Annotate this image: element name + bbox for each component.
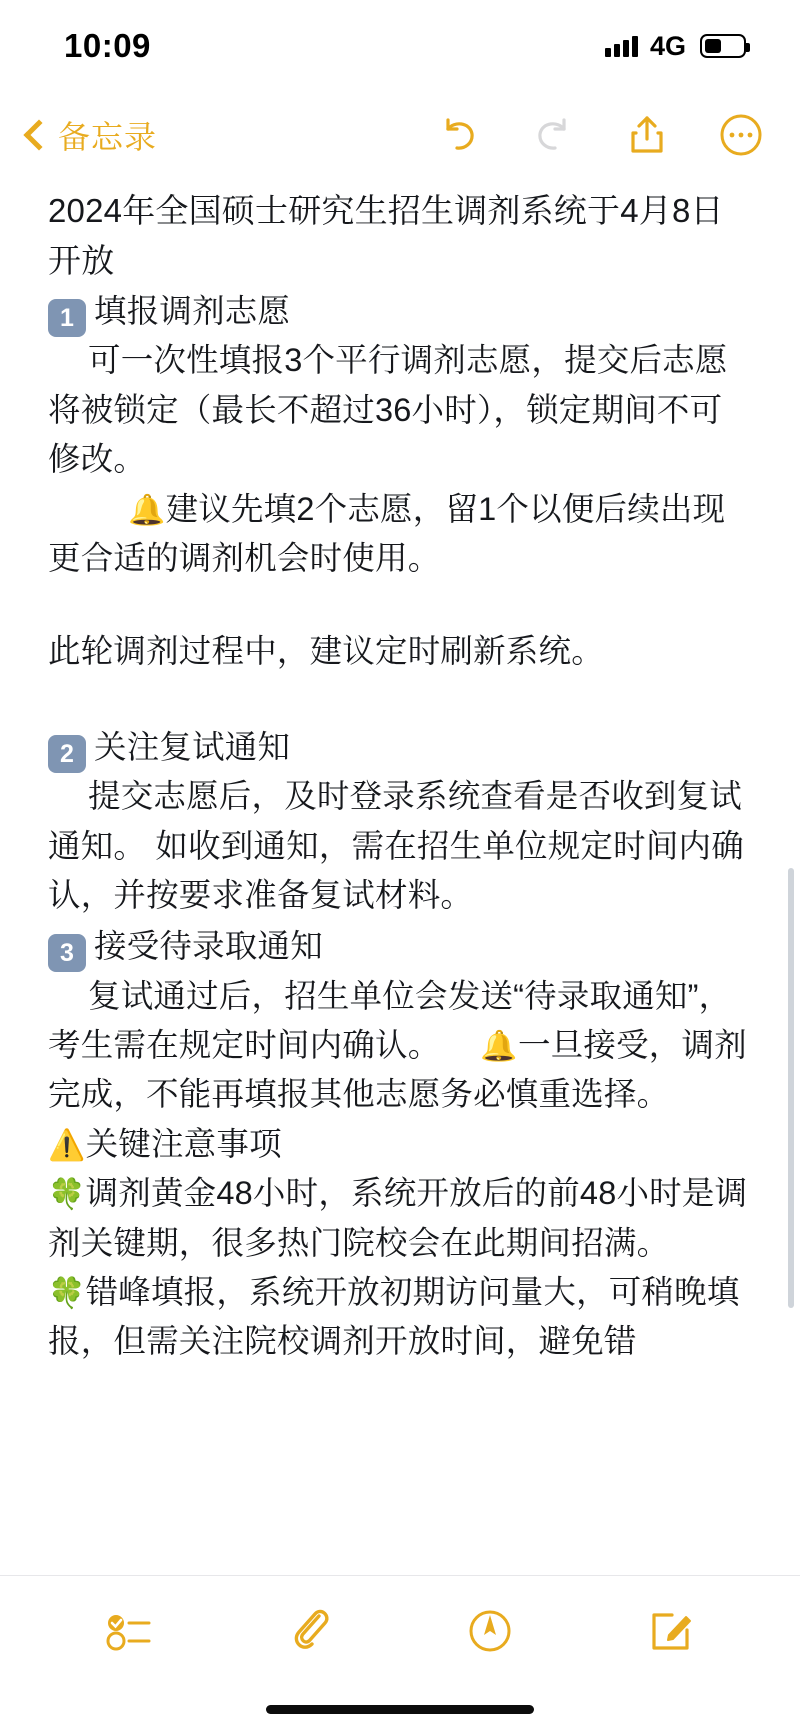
step-number-badge: 2 xyxy=(48,735,86,773)
status-indicators xyxy=(605,31,746,62)
note-step-1 xyxy=(48,287,752,336)
clover-icon: 🍀 xyxy=(48,1277,86,1311)
vertical-scrollbar[interactable] xyxy=(788,868,794,1308)
home-indicator xyxy=(0,1685,800,1733)
step-heading: 接受待录取通知 xyxy=(94,928,323,965)
note-paragraph-3-1-cont: 一旦接受，调剂完成，不能再填报其他志愿务必慎重选择。 xyxy=(48,1027,747,1113)
compose-icon[interactable] xyxy=(641,1602,699,1660)
network-type-label: 4G xyxy=(649,30,686,61)
note-tip-1 xyxy=(48,1169,752,1268)
nav-action-group xyxy=(436,112,764,158)
note-body[interactable] xyxy=(0,178,800,1575)
checklist-icon[interactable] xyxy=(101,1602,159,1660)
note-blank-line xyxy=(48,583,752,627)
status-time: 10:09 xyxy=(64,27,151,64)
markup-pen-icon[interactable] xyxy=(461,1602,519,1660)
status-bar xyxy=(0,0,800,92)
note-step-2 xyxy=(48,723,752,772)
note-title-text: 2024年全国硕士研究生招生调剂系统于4月8日开放 xyxy=(48,192,724,279)
note-tip-1-text: 调剂黄金48小时，系统开放后的前48小时是调剂关键期，很多热门院校会在此期间招满。 xyxy=(48,1175,748,1261)
step-heading: 关注复试通知 xyxy=(94,728,291,765)
warning-icon: ⚠️ xyxy=(48,1128,86,1162)
note-step-3 xyxy=(48,922,752,971)
signal-bars-icon xyxy=(605,35,638,57)
battery-icon xyxy=(700,34,746,58)
paperclip-icon[interactable] xyxy=(281,1602,339,1660)
step-heading: 填报调剂志愿 xyxy=(94,293,291,329)
step-number-badge: 3 xyxy=(48,934,86,972)
step-number-badge: 1 xyxy=(48,299,86,337)
note-tip-2 xyxy=(48,1268,752,1367)
navigation-bar xyxy=(0,92,800,178)
clover-icon: 🍀 xyxy=(48,1178,86,1212)
chevron-left-icon xyxy=(23,119,54,150)
bell-icon: 🔔 xyxy=(128,493,166,527)
note-warning-line xyxy=(48,1120,752,1169)
note-paragraph-1-2 xyxy=(48,485,752,584)
note-paragraph-3-1 xyxy=(48,972,752,1120)
note-tip-2-text: 错峰填报，系统开放初期访问量大，可稍晚填报，但需关注院校调剂开放时间，避免错 xyxy=(48,1274,740,1360)
note-toolbar xyxy=(0,1575,800,1685)
back-button-label: 备忘录 xyxy=(58,119,158,155)
share-icon[interactable] xyxy=(624,112,670,158)
undo-icon[interactable] xyxy=(436,112,482,158)
more-ellipsis-icon[interactable] xyxy=(718,112,764,158)
back-button[interactable] xyxy=(22,112,157,158)
note-paragraph-3-1-text: 复试通过后，招生单位会发送“待录取通知”，考生需在规定时间内确认。 xyxy=(48,977,732,1064)
note-paragraph-2-1: 提交志愿后，及时登录系统查看是否收到复试通知。 如收到通知，需在招生单位规定时间内确认，并按要求准备复试材料。 xyxy=(48,778,744,913)
bell-icon: 🔔 xyxy=(480,1030,518,1064)
note-paragraph-1-3: 此轮调剂过程中，建议定时刷新系统。 xyxy=(48,633,604,670)
note-warning-heading: 关键注意事项 xyxy=(85,1125,282,1162)
note-blank-line-2 xyxy=(48,677,752,721)
note-paragraph-1-1: 可一次性填报3个平行调剂志愿，提交后志愿将被锁定（最长不超过36小时），锁定期间不可修改。 xyxy=(48,342,728,478)
note-paragraph-1-2-text: 建议先填2个志愿，留1个以便后续出现更合适的调剂机会时使用。 xyxy=(48,490,726,576)
note-title xyxy=(48,186,752,285)
redo-icon[interactable] xyxy=(530,112,576,158)
